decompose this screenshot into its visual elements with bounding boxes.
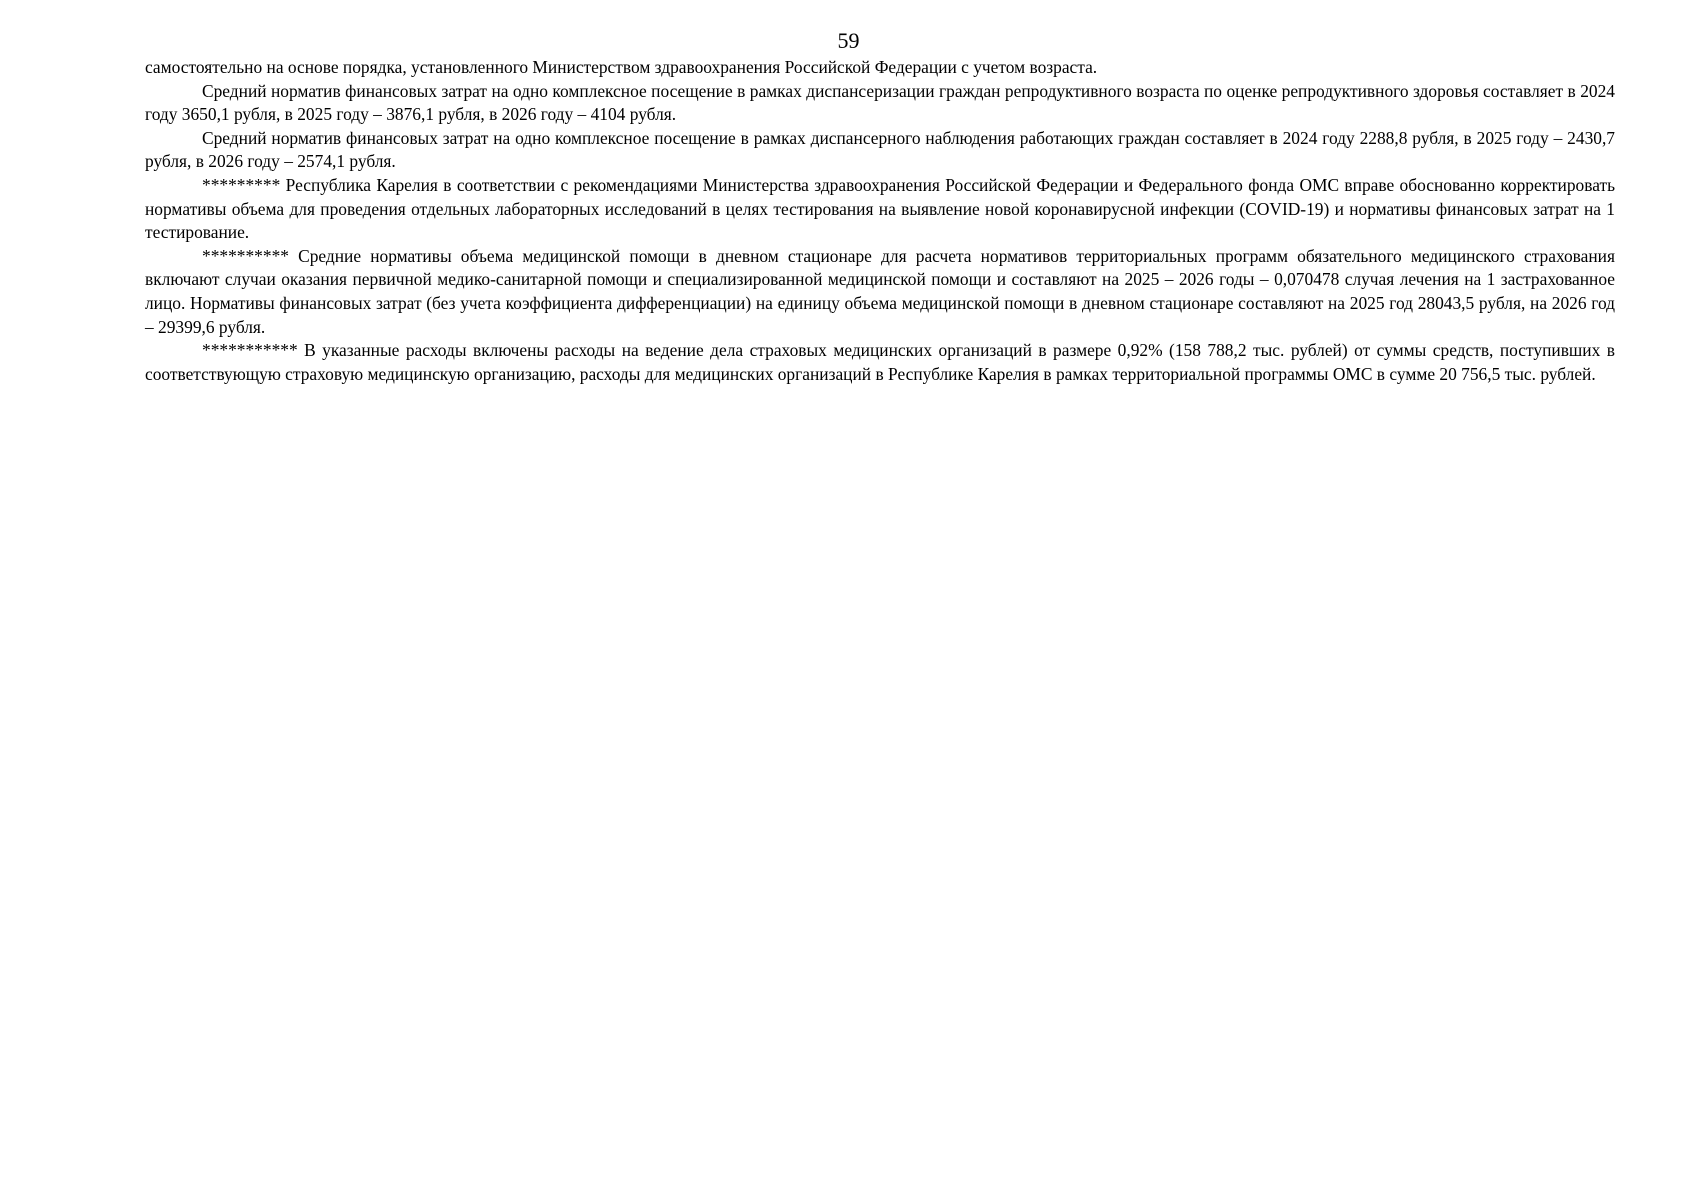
page-number: 59 [837,28,860,53]
paragraph-continuation: самостоятельно на основе порядка, установленного Министерством здравоохранения Российской Федерации с учетом возраста. [145,57,1098,77]
footnote-covid-testing: ********* Республика Карелия в соответствии с рекомендациями Министерства здравоохранения Российской Федерации и Федерального фонда ОМС вправе обоснованно корректировать нормативы объема для проведения отдельных лабораторных исследований в целях тестирования на выявление новой коронавирусной инфекции (COVID-19) и нормативы финансовых затрат на 1 тестирование. [145,174,1615,243]
footnote-day-hospital: ********** Средние нормативы объема медицинской помощи в дневном стационаре для расчета нормативов территориальных программ обязательного медицинского страхования включают случаи оказания первичной медико-санитарной помощи и специализированной медицинской помощи и составляют на 2025 – 2026 годы – 0,070478 случая лечения на 1 застрахованное лицо. Нормативы финансовых затрат (без учета коэффициента дифференциации) на единицу объема медицинской помощи в дневном стационаре составляют на 2025 год 28043,5 рубля, на 2026 год – 29399,6 рубля. [145,245,1615,337]
footnote-insurance-expenses: *********** В указанные расходы включены расходы на ведение дела страховых медицинских организаций в размере 0,92% (158 788,2 тыс. рублей) от суммы средств, поступивших в соответствующую страховую медицинскую организацию, расходы для медицинских организаций в Республике Карелия в рамках территориальной программы ОМС в сумме 20 756,5 тыс. рублей. [145,340,1615,384]
document-body [145,56,1615,386]
paragraph-reproductive-screening-cost: Средний норматив финансовых затрат на одно комплексное посещение в рамках диспансеризации граждан репродуктивного возраста по оценке репродуктивного здоровья составляет в 2024 году 3650,1 рубля, в 2025 году – 3876,1 рубля, в 2026 году – 4104 рубля. [145,80,1615,125]
paragraph-dispensary-observation-cost: Средний норматив финансовых затрат на одно комплексное посещение в рамках диспансерного наблюдения работающих граждан составляет в 2024 году 2288,8 рубля, в 2025 году – 2430,7 рубля, в 2026 году – 2574,1 рубля. [145,127,1615,172]
